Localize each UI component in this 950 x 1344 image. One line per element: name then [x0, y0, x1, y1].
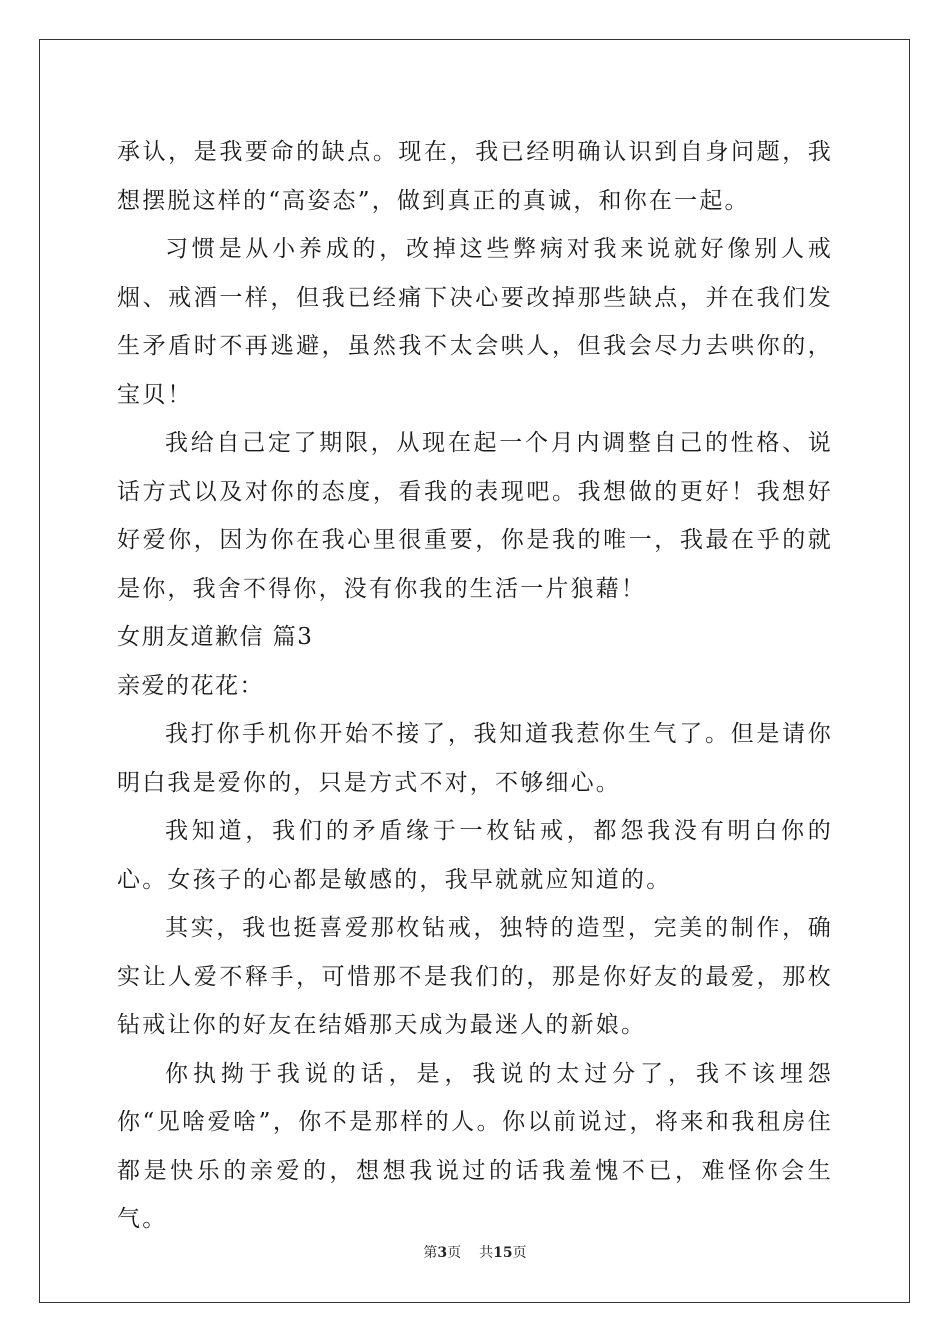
- page-prefix: 第: [423, 1245, 438, 1261]
- paragraph-3: 我给自己定了期限，从现在起一个月内调整自己的性格、说话方式以及对你的态度，看我的表现吧。我想做的更好！我想好好爱你，因为你在我心里很重要，你是我的唯一，我最在乎的就是你，我舍不得你，没有你我的生活一片狼藉！: [117, 430, 833, 602]
- total-prefix: 共: [479, 1245, 494, 1261]
- paragraph-1: 承认，是我要命的缺点。现在，我已经明确认识到自身问题，我想摆脱这样的“高姿态”，做到真正的真诚，和你在一起。: [117, 139, 833, 214]
- letter-paragraph-4: 你执拗于我说的话，是，我说的太过分了，我不该埋怨你“见啥爱啥”，你不是那样的人。你以前说过，将来和我租房住都是快乐的亲爱的，想想我说过的话我羞愧不已，难怪你会生气。: [117, 1060, 833, 1232]
- page-total: 15: [493, 1245, 513, 1261]
- letter-paragraph-1: 我打你手机你开始不接了，我知道我惹你生气了。但是请你明白我是爱你的，只是方式不对，不够细心。: [117, 721, 833, 796]
- letter-paragraph-2: 我知道，我们的矛盾缘于一枚钻戒，都怨我没有明白你的心。女孩子的心都是敏感的，我早就就应知道的。: [117, 818, 833, 893]
- page-suffix: 页: [447, 1245, 462, 1261]
- section-title: 女朋友道歉信 篇3: [117, 624, 314, 650]
- paragraph-2: 习惯是从小养成的，改掉这些弊病对我来说就好像别人戒烟、戒酒一样，但我已经痛下决心要改掉那些缺点，并在我们发生矛盾时不再逃避，虽然我不太会哄人，但我会尽力去哄你的，宝贝！: [117, 236, 833, 408]
- page-current: 3: [437, 1245, 448, 1261]
- page-footer: [0, 1242, 950, 1262]
- salutation: 亲爱的花花：: [117, 672, 264, 699]
- total-suffix: 页: [512, 1245, 527, 1261]
- document-body: [117, 128, 833, 1244]
- letter-paragraph-3: 其实，我也挺喜爱那枚钻戒，独特的造型，完美的制作，确实让人爱不释手，可惜那不是我们的，那是你好友的最爱，那枚钻戒让你的好友在结婚那天成为最迷人的新娘。: [117, 915, 833, 1038]
